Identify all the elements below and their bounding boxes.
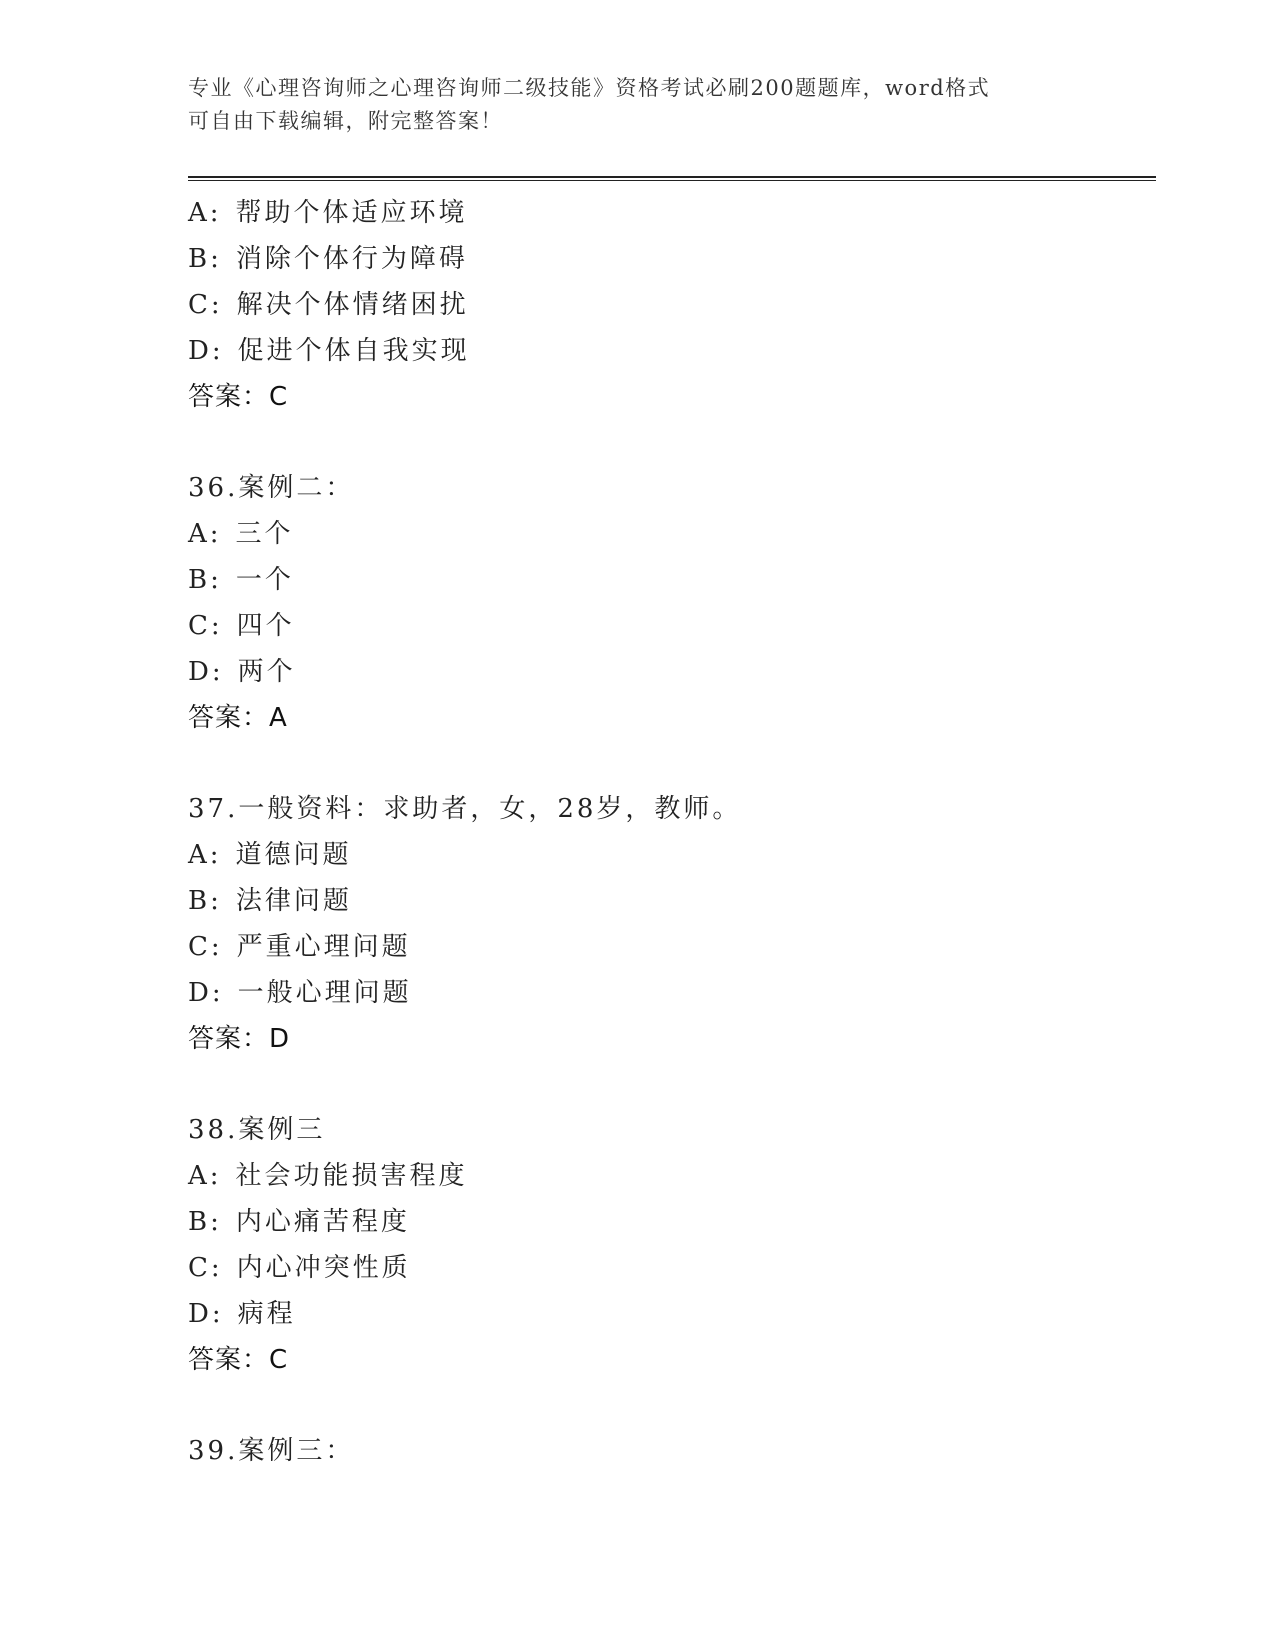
question-block xyxy=(188,1107,1148,1383)
question-stem: 38.案例三 xyxy=(188,1115,326,1145)
option-b: B: 法律问题 xyxy=(188,886,352,916)
question-list xyxy=(188,190,1148,1474)
answer-line: 答案：C xyxy=(188,382,289,412)
answer-line: 答案：C xyxy=(188,1345,289,1375)
option-a: A: 三个 xyxy=(188,519,294,549)
option-d: D: 促进个体自我实现 xyxy=(188,336,470,366)
answer-line: 答案：D xyxy=(188,1024,291,1054)
option-a: A: 道德问题 xyxy=(188,840,352,870)
header-line-2: 可自由下载编辑，附完整答案！ xyxy=(188,109,503,133)
option-b: B: 内心痛苦程度 xyxy=(188,1207,410,1237)
question-block xyxy=(188,1428,1148,1474)
option-d: D: 病程 xyxy=(188,1299,296,1329)
option-d: D: 两个 xyxy=(188,657,296,687)
option-b: B: 一个 xyxy=(188,565,294,595)
question-stem: 37.一般资料：求助者，女，28岁，教师。 xyxy=(188,794,742,824)
option-c: C: 四个 xyxy=(188,611,295,641)
option-a: A: 帮助个体适应环境 xyxy=(188,198,468,228)
question-stem: 39.案例三： xyxy=(188,1436,355,1466)
question-block xyxy=(188,190,1148,420)
option-d: D: 一般心理问题 xyxy=(188,978,412,1008)
header-divider xyxy=(188,176,1156,181)
header-line-1: 专业《心理咨询师之心理咨询师二级技能》资格考试必刷200题题库，word格式 xyxy=(188,76,991,100)
option-b: B: 消除个体行为障碍 xyxy=(188,244,468,274)
question-block xyxy=(188,465,1148,741)
option-c: C: 解决个体情绪困扰 xyxy=(188,290,469,320)
option-c: C: 内心冲突性质 xyxy=(188,1253,411,1283)
question-block xyxy=(188,786,1148,1062)
question-stem: 36.案例二： xyxy=(188,473,355,503)
document-header xyxy=(188,72,1088,138)
answer-line: 答案：A xyxy=(188,703,288,733)
option-a: A: 社会功能损害程度 xyxy=(188,1161,468,1191)
option-c: C: 严重心理问题 xyxy=(188,932,411,962)
